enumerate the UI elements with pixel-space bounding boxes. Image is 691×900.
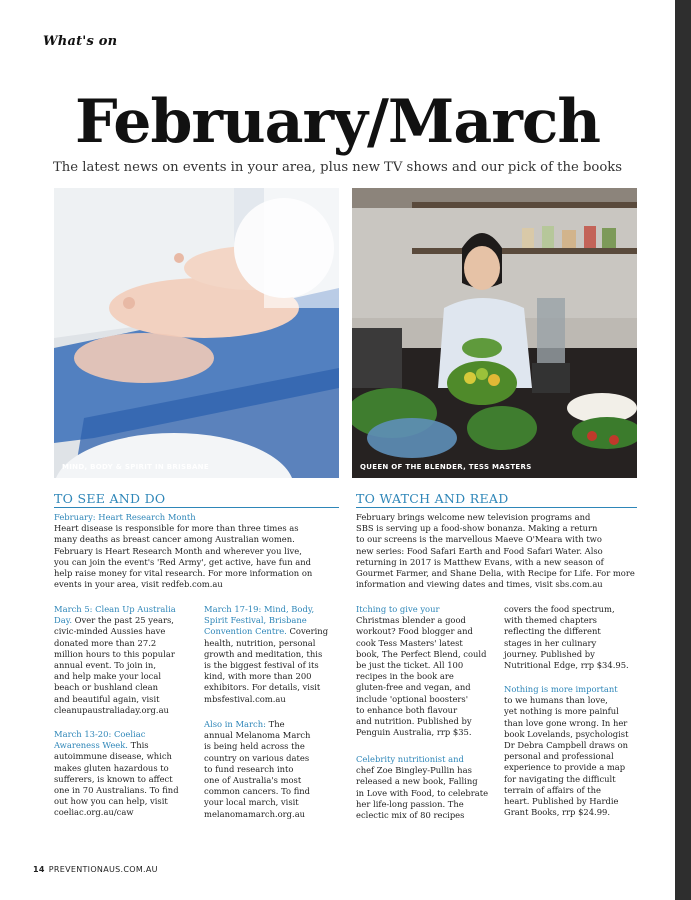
body-text: beach or bushland clean [54, 682, 159, 693]
body-text: kind, with more than 200 [204, 671, 312, 682]
text-line [54, 626, 196, 637]
see-and-do-intro-body [54, 523, 344, 590]
text-line [204, 775, 346, 786]
highlight-text: Also in March: [204, 719, 266, 729]
highlight-text: March 5: Clean Up Australia [54, 604, 176, 614]
body-text: reflecting the different [504, 626, 601, 637]
watch-and-read-col2 [504, 604, 646, 671]
body-text: sufferers, is known to affect [54, 773, 173, 784]
body-text: yet nothing is more painful [504, 706, 619, 717]
text-line [504, 649, 646, 660]
text-line [204, 694, 346, 705]
page-edge [675, 0, 691, 900]
body-text: than love gone wrong. In her [504, 717, 628, 728]
right-photo-caption: QUEEN OF THE BLENDER, TESS MASTERS [360, 463, 532, 471]
text-line [356, 671, 498, 682]
text-line [504, 718, 646, 729]
text-line [54, 751, 196, 762]
meditation-photo [54, 188, 339, 478]
text-line: new series: Food Safari Earth and Food Safari Water. Also [356, 545, 603, 556]
see-and-do-col1b [54, 729, 196, 819]
body-text: annual event. To join in, [54, 660, 156, 671]
text-line [504, 706, 646, 717]
watch-and-read-col1 [356, 604, 498, 738]
body-text: The [265, 719, 285, 729]
text-line: February is Heart Research Month and wherever you live, [54, 545, 302, 556]
text-line [356, 705, 498, 716]
text-line [356, 776, 498, 787]
text-line [204, 660, 346, 671]
highlight-text: Itching to give your [356, 604, 440, 614]
body-text: Christmas blender a good [356, 615, 466, 626]
body-text: Grant Books, rrp $24.99. [504, 807, 611, 818]
text-line [204, 682, 346, 693]
text-line: returning in 2017 is Matthew Evans, with a new season of [356, 556, 604, 567]
see-and-do-intro [54, 512, 344, 590]
body-text: to we humans than love, [504, 695, 608, 706]
section-tag: What's on [43, 34, 118, 49]
watch-and-read-intro [356, 512, 646, 590]
text-line [504, 660, 646, 671]
body-text: book, The Perfect Blend, could [356, 648, 487, 659]
body-text: and nutrition. Published by [356, 716, 472, 727]
text-line: to our screens is the marvellous Maeve O'Meara with two [356, 534, 602, 545]
meditation-illustration [54, 188, 339, 478]
text-line [204, 797, 346, 808]
text-line [204, 753, 346, 764]
text-line [54, 660, 196, 671]
intro-heading: February: Heart Research Month [54, 512, 196, 522]
text-line [504, 615, 646, 626]
text-line [356, 810, 498, 821]
text-line [204, 809, 346, 820]
body-text: donated more than 27.2 [54, 637, 157, 648]
body-text: Covering [286, 626, 329, 637]
body-text: coeliac.org.au/caw [54, 807, 134, 818]
text-line [356, 765, 498, 776]
text-line [504, 751, 646, 762]
body-text: gluten-free and vegan, and [356, 682, 471, 693]
chef-photo [352, 188, 637, 478]
highlight-text: Day. [54, 615, 72, 626]
highlight-text: Convention Centre. [204, 626, 287, 637]
left-photo-caption: MIND, BODY & SPIRIT IN BRISBANE [62, 463, 209, 471]
body-text: health, nutrition, personal [204, 637, 316, 648]
body-text: book Lovelands, psychologist [504, 728, 629, 739]
text-line [54, 615, 196, 626]
body-text: workout? Food blogger and [356, 626, 473, 637]
text-line [356, 788, 498, 799]
highlight-text: Celebrity nutritionist and [356, 754, 464, 764]
text-line [504, 762, 646, 773]
text-line: help raise money for vital research. For more information on [54, 568, 313, 579]
watch-and-read-title: TO WATCH AND READ [356, 491, 509, 506]
text-line [204, 626, 346, 637]
text-line [356, 754, 498, 765]
text-line [54, 705, 196, 716]
text-line [204, 615, 346, 626]
body-text: one of Australia's most [204, 775, 302, 786]
text-line: events in your area, visit redfeb.com.au [54, 579, 223, 590]
text-line [204, 719, 346, 730]
kitchen-illustration [352, 188, 637, 478]
text-line [54, 807, 196, 818]
see-and-do-col2b [204, 719, 346, 820]
text-line [504, 695, 646, 706]
highlight-text: March 17-19: Mind, Body, [204, 604, 315, 614]
body-text: and beautiful again, visit [54, 693, 160, 704]
body-text: million hours to this popular [54, 648, 175, 659]
text-line: you can join the event's 'Red Army', get active, have fun and [54, 556, 312, 567]
body-text: out how you can help, visit [54, 796, 168, 807]
text-line [204, 604, 346, 615]
body-text: is the biggest festival of its [204, 660, 319, 671]
website: PREVENTIONAUS.COM.AU [48, 865, 158, 874]
text-line [504, 740, 646, 751]
text-line [504, 774, 646, 785]
body-text: common cancers. To find [204, 786, 311, 797]
highlight-text: Awareness Week. [54, 740, 128, 751]
body-text: for navigating the difficult [504, 773, 616, 784]
body-text: experience to provide a map [504, 762, 626, 773]
text-line [504, 785, 646, 796]
text-line [54, 774, 196, 785]
body-text: include 'optional boosters' [356, 693, 469, 704]
body-text: chef Zoe Bingley-Pullin has [356, 765, 472, 776]
body-text: your local march, visit [204, 797, 299, 808]
page-folio [33, 865, 158, 874]
text-line: SBS is serving up a food-show bonanza. Making a return [356, 523, 598, 534]
body-text: one in 70 Australians. To find [54, 785, 179, 796]
highlight-text: Nothing is more important [504, 684, 618, 694]
body-text: cook Tess Masters' latest [356, 637, 463, 648]
body-text: annual Melanoma March [204, 730, 311, 741]
body-text: This [127, 740, 149, 751]
text-line [54, 694, 196, 705]
page-number: 14 [33, 865, 45, 874]
text-line: Gourmet Farmer, and Shane Delia, with Recipe for Life. For more [356, 568, 635, 579]
text-line [504, 796, 646, 807]
body-text: terrain of affairs of the [504, 784, 601, 795]
text-line [504, 729, 646, 740]
highlight-text: March 13-20: Coeliac [54, 729, 146, 739]
text-line [356, 615, 498, 626]
deck: The latest news on events in your area, plus new TV shows and our pick of the books [52, 160, 623, 175]
text-line [204, 764, 346, 775]
text-line [204, 786, 346, 797]
body-text: in Love with Food, to celebrate [356, 787, 489, 798]
see-and-do-col1 [54, 604, 196, 716]
text-line [54, 671, 196, 682]
body-text: to enhance both flavour [356, 704, 458, 715]
text-line [504, 684, 646, 695]
text-line [204, 638, 346, 649]
text-line [356, 799, 498, 810]
text-line [204, 649, 346, 660]
body-text: mbsfestival.com.au [204, 693, 286, 704]
text-line [54, 682, 196, 693]
body-text: eclectic mix of 80 recipes [356, 810, 465, 821]
text-line: information and viewing dates and times, visit sbs.com.au [356, 579, 603, 590]
text-line [356, 694, 498, 705]
body-text: recipes in the book are [356, 671, 454, 682]
text-line: Heart disease is responsible for more than three times as [54, 523, 299, 534]
see-and-do-rule [54, 507, 339, 508]
body-text: growth and meditation, this [204, 648, 323, 659]
text-line [504, 604, 646, 615]
text-line [204, 671, 346, 682]
text-line [504, 807, 646, 818]
text-line [356, 626, 498, 637]
text-line [504, 626, 646, 637]
text-line [356, 716, 498, 727]
text-line [356, 649, 498, 660]
body-text: released a new book, Falling [356, 776, 478, 787]
text-line [356, 604, 498, 615]
text-line [504, 638, 646, 649]
text-line [54, 729, 196, 740]
body-text: makes gluten hazardous to [54, 762, 169, 773]
headline: February/March [74, 87, 600, 157]
body-text: cleanupaustraliaday.org.au [54, 704, 169, 715]
text-line [204, 741, 346, 752]
body-text: Nutritional Edge, rrp $34.95. [504, 660, 629, 671]
body-text: and help make your local [54, 671, 162, 682]
body-text: Over the past 25 years, [72, 615, 174, 626]
body-text: be just the ticket. All 100 [356, 660, 464, 671]
see-and-do-col2 [204, 604, 346, 705]
text-line [356, 660, 498, 671]
body-text: covers the food spectrum, [504, 604, 615, 614]
text-line: February brings welcome new television programs and [356, 512, 591, 522]
text-line [356, 638, 498, 649]
text-line [54, 763, 196, 774]
body-text: heart. Published by Hardie [504, 796, 619, 807]
text-line [54, 785, 196, 796]
body-text: to fund research into [204, 763, 294, 774]
body-text: Penguin Australia, rrp $35. [356, 727, 472, 738]
text-line [54, 638, 196, 649]
text-line: many deaths as breast cancer among Australian women. [54, 534, 295, 545]
body-text: melanomamarch.org.au [204, 808, 306, 819]
see-and-do-title: TO SEE AND DO [54, 491, 166, 506]
body-text: journey. Published by [504, 648, 595, 659]
text-line [356, 727, 498, 738]
text-line [54, 740, 196, 751]
body-text: civic-minded Aussies have [54, 626, 166, 637]
watch-and-read-rule [356, 507, 637, 508]
watch-and-read-col2b [504, 684, 646, 818]
body-text: with themed chapters [504, 615, 597, 626]
body-text: stages in her culinary [504, 637, 597, 648]
text-line [54, 796, 196, 807]
text-line [204, 730, 346, 741]
body-text: personal and professional [504, 751, 614, 762]
highlight-text: Spirit Festival, Brisbane [204, 615, 307, 626]
text-line [54, 604, 196, 615]
body-text: exhibitors. For details, visit [204, 682, 321, 693]
body-text: Dr Debra Campbell draws on [504, 740, 629, 751]
body-text: autoimmune disease, which [54, 751, 172, 762]
text-line [54, 649, 196, 660]
body-text: is being held across the [204, 741, 305, 752]
body-text: country on various dates [204, 752, 310, 763]
watch-and-read-col1b [356, 754, 498, 821]
body-text: her life-long passion. The [356, 798, 464, 809]
text-line [356, 682, 498, 693]
